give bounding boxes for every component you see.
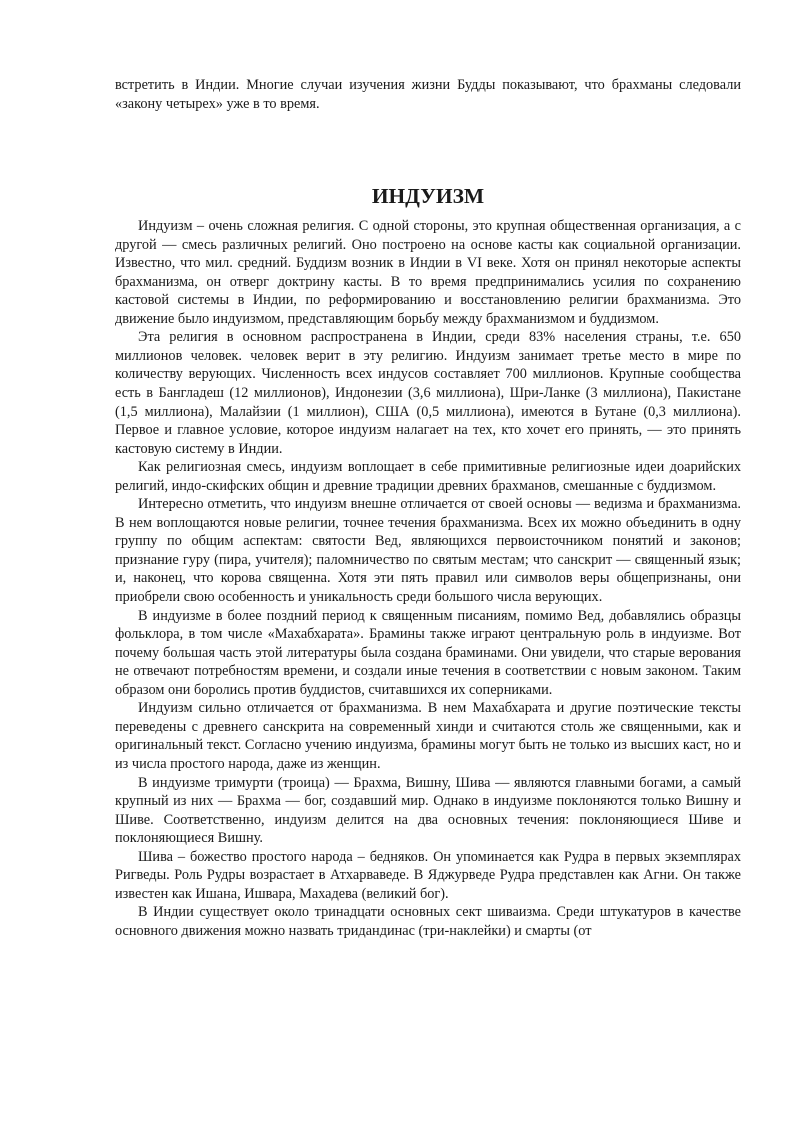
document-page bbox=[115, 76, 741, 940]
lead-paragraph: встретить в Индии. Многие случаи изучения жизни Будды показывают, что брахманы следовали «закону четырех» уже в то время. bbox=[115, 77, 741, 112]
body-paragraph: Как религиозная смесь, индуизм воплощает в себе примитивные религиозные идеи доарийских религий, индо-скифских общин и древние традиции древних брахманов, смешанные с буддизмом. bbox=[115, 459, 741, 494]
body-paragraph: В индуизме тримурти (троица) — Брахма, Вишну, Шива — являются главными богами, а самый крупный из них — Брахма — бог, создавший мир. Однако в индуизме поклоняются только Вишну и Шиве. Соответственно, индуизм делится на два основных течения: поклоняющиеся Шиве и поклоняющиеся Вишну. bbox=[115, 774, 741, 847]
body-paragraph: Индуизм сильно отличается от брахманизма. В нем Махабхарата и другие поэтические тексты переведены с древнего санскрита на современный хинди и считаются столь же священными, как и оригинальный текст. Согласно учению индуизма, брамины могут быть не только из высших каст, но и из числа простого народа, даже из женщин. bbox=[115, 700, 741, 772]
body-paragraph: Эта религия в основном распространена в Индии, среди 83% населения страны, т.е. 650 миллионов человек. человек верит в эту религию. Индуизм занимает третье место в мире по количеству верующих. Численность всех индусов составляет 700 миллионов. Крупные сообщества есть в Бангладеш (12 миллионов), Индонезии (3,6 миллиона), Шри-Ланке (3 миллиона), Пакистане (1,5 миллиона), Малайзии (1 миллион), США (0,5 миллиона), имеются в Бутане (0,3 миллиона). Первое и главное условие, которое индуизм налагает на тех, кто хочет его принять, — это принять кастовую систему в Индии. bbox=[115, 329, 741, 457]
body-paragraph: В индуизме в более поздний период к священным писаниям, помимо Вед, добавлялись образцы фольклора, в том числе «Махабхарата». Брамины также играют центральную роль в индуизме. Вот почему большая часть этой литературы была создана браминами. Они увидели, что старые верования не отвечают потребностям времени, и создали иные течения в соответствии с новым законом. Таким образом они боролись против буддистов, считавшихся их соперниками. bbox=[115, 607, 741, 698]
body-paragraph: Шива – божество простого народа – бедняков. Он упоминается как Рудра в первых экземплярах Ригведы. Роль Рудры возрастает в Атхарваведе. В Яджурведе Рудра представлен как Агни. Он также известен как Ишана, Ишвара, Махадева (великий бог). bbox=[115, 848, 741, 902]
body-paragraph: Интересно отметить, что индуизм внешне отличается от своей основы — ведизма и брахманизма. В нем воплощаются новые религии, точнее течения брахманизма. Всех их можно объединить в одну группу по общим аспектам: святости Вед, являющихся первоисточником понятий и законов; признание гуру (пира, учителя); паломничество по святым местам; что санскрит — священный язык; и, наконец, что корова священна. Хотя эти пять правил или символов веры общепризнаны, они приобрели свою особенность и уникальность среди большого числа верующих. bbox=[115, 496, 741, 606]
body-paragraph: Индуизм – очень сложная религия. С одной стороны, это крупная общественная организация, а с другой — смесь различных религий. Оно построено на основе касты как социальной организации. Известно, что мил. средний. Буддизм возник в Индии в VI веке. Хотя он принял некоторые аспекты брахманизма, он отверг доктрину касты. В то время предпринимались усилия по сохранению кастовой системы в Индии, по реформированию и восстановлению религии брахманизма. Это движение было индуизмом, представляющим борьбу между брахманизмом и буддизмом. bbox=[115, 218, 741, 327]
section-heading-text: ИНДУИЗМ bbox=[371, 184, 485, 209]
body-paragraph: В Индии существует около тринадцати основных сект шиваизма. Среди штукатуров в качестве основного движения можно назвать тридандинас (три-наклейки) и смарты (от bbox=[115, 904, 741, 939]
section-heading bbox=[115, 113, 741, 209]
